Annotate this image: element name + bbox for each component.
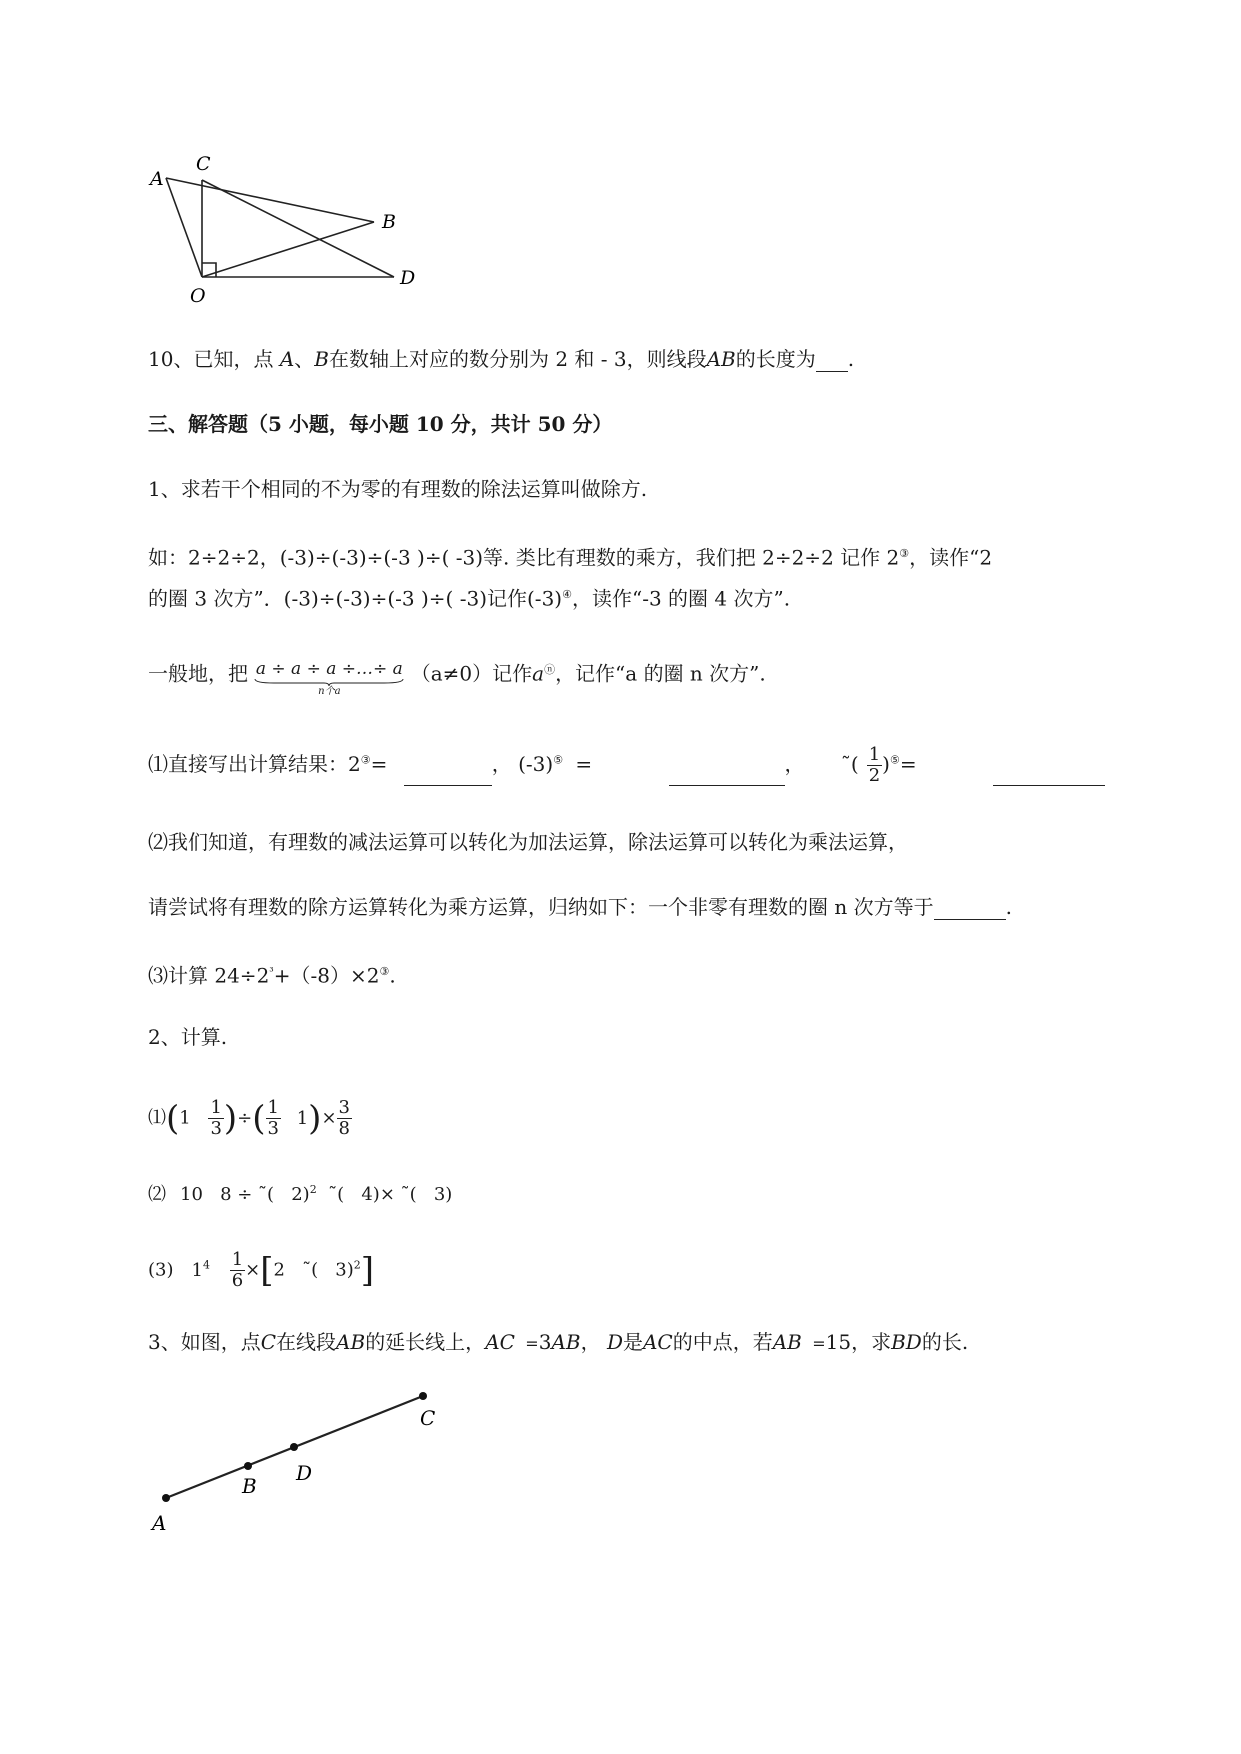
fig1-label-o: O [190,285,206,307]
problem-1-intro: 1、求若干个相同的不为零的有理数的除法运算叫做除方. [148,477,648,501]
point-b [244,1462,252,1470]
problem-3-statement: 3、如图，点C在线段AB的延长线上，AC =3AB， D是AC的中点，若AB =15，求BD的长. [148,1330,969,1354]
problem-1-q3: ⑶计算 $24\div 2^{^3}+(-8)\times 2^③$. [148,963,396,988]
fig1-label-a: A [150,168,164,190]
problem-1-example-line1: 如：2÷2÷2，(-3)÷(-3)÷(-3 )÷( -3)等. 类比有理数的乘方，我们把 2÷2÷2 记作 2③，读作“2 [148,545,993,570]
fig2-label-c: C [420,1406,436,1430]
fig1-label-b: B [382,211,396,233]
problem-1-example-line2: 的圈 3 次方”．(-3)÷(-3)÷(-3 )÷( -3)记作(-3)④，读作“-3 的圈 4 次方”. [148,586,791,611]
answer-blank-3 [993,765,1105,786]
answer-blank-1 [404,765,492,786]
problem-2-expr-3: (3) $1^4$ $\frac{1}{6}$ ×[2 ˜( 3)$^2$] [148,1249,375,1291]
geometry-figure-2 [140,1385,460,1545]
geometry-figure-1 [140,150,440,310]
underbrace [254,678,404,686]
fig2-label-d: D [296,1461,313,1485]
answer-blank [816,351,848,372]
fig1-label-c: C [196,153,211,175]
problem-2-intro: 2、计算. [148,1025,228,1049]
problem-1-q2-line2: 请尝试将有理数的除方运算转化为乘方运算，归纳如下：一个非零有理数的圈 n 次方等于 . [148,895,1012,919]
problem-1-general: 一般地，把 a ÷ a ÷ a ÷…÷ a n个a （a≠0）记作aⓝ，记作“a 的圈 n 次方”. [148,659,766,697]
fig2-label-b: B [242,1474,257,1498]
problem-1-q1: ⑴直接写出计算结果：2③= ， (-3)⑤ = ， ˜( $\frac{1}{2}$ )⑤= [148,745,1105,786]
point-a [162,1494,170,1502]
problem-2-expr-2: ⑵ 10 8 ÷ ˜( 2)$^2$ ˜( 4)× ˜( 3) [148,1183,453,1205]
point-d [290,1443,298,1451]
fig1-label-d: D [400,267,416,289]
answer-blank-2 [669,765,785,786]
fig2-label-a: A [152,1511,167,1535]
question-10: 10、已知，点 A、B在数轴上对应的数分别为 2 和 - 3，则线段AB的长度为 . [148,347,855,371]
problem-2-expr-1: ⑴(1 $\frac{1}{3}$ )÷( $\frac{1}{3}$ 1)× $\frac{3}{8}$ [148,1097,350,1139]
answer-blank-4 [934,899,1006,920]
point-c [419,1392,427,1400]
section-3-title: 三、解答题（5 小题，每小题 10 分，共计 50 分） [148,412,613,436]
problem-1-q2-line1: ⑵我们知道，有理数的减法运算可以转化为加法运算，除法运算可以转化为乘法运算， [148,830,908,854]
